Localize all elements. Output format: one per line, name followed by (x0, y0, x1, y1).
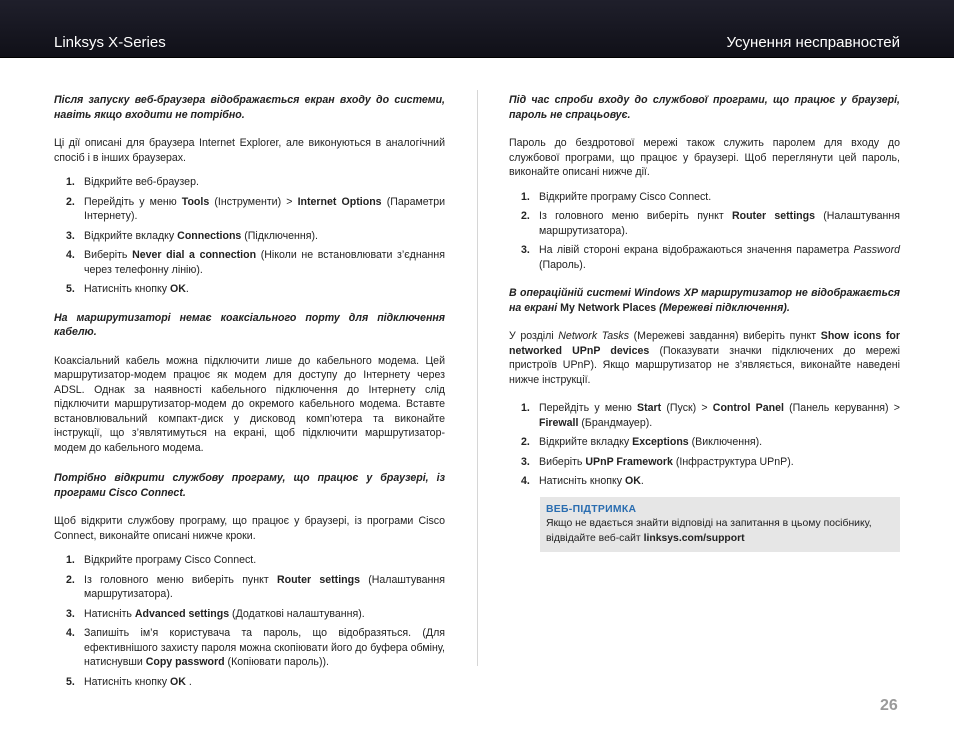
issue-heading-login-screen: Після запуску веб-браузера відображається екран входу до системи, навіть якщо входити не потрібно. (54, 94, 445, 121)
list-item: 3. На лівій стороні екрана відображаються значення параметра Password (Пароль). (521, 244, 900, 271)
list-item: 4. Виберіть Never dial a connection (Ніколи не встановлювати з’єднання через телефонну лінію). (66, 249, 445, 276)
steps-list (509, 190, 900, 273)
list-item: 3. Відкрийте вкладку Connections (Підключення). (66, 229, 318, 242)
issue-heading-coax-port: На маршрутизаторі немає коаксіального порту для підключення кабелю. (54, 311, 445, 338)
page-header (0, 0, 954, 58)
column-divider (477, 90, 478, 666)
paragraph: Пароль до бездротової мережі також служить паролем для входу до службової програми, що працює у браузері. Щоб переглянути цей пароль, виконайте описані нижче дії. (509, 137, 900, 178)
list-item: 5. Натисніть кнопку OK . (66, 675, 192, 688)
support-title: ВЕБ-ПІДТРИМКА (546, 503, 637, 515)
list-item: 4. Запишіть ім’я користувача та пароль, що відобразяться. (Для ефективнішого захисту пароля можна скопіювати його до буфера обміну, натиснувши Copy password (Копіювати пароль)). (66, 627, 445, 668)
list-item: 1. Перейдіть у меню Start (Пуск) > Control Panel (Панель керування) > Firewall (Брандмауер). (521, 402, 900, 429)
list-item: 2. Із головного меню виберіть пункт Router settings (Налаштування маршрутизатора). (521, 210, 900, 237)
issue-heading-windows-xp: В операційній системі Windows XP маршрутизатор не відображається на екрані My Network Places (Мережеві підключення). (509, 287, 900, 314)
paragraph: Щоб відкрити службову програму, що працює у браузері, із програми Cisco Connect, виконайте описані нижче кроки. (54, 515, 445, 542)
right-column (509, 93, 900, 552)
list-item: 2. Відкрийте вкладку Exceptions (Виключення). (521, 436, 763, 448)
paragraph: Ці дії описані для браузера Internet Explorer, але виконуються в аналогічний спосіб і в інших браузерах. (54, 137, 445, 164)
list-item: 3. Виберіть UPnP Framework (Інфраструктура UPnP). (521, 455, 794, 468)
support-text: Якщо не вдається знайти відповіді на запитання в цьому посібнику, відвідайте веб-сайт linksys.com/support (546, 518, 872, 544)
list-item: 4. Натисніть кнопку OK. (521, 475, 644, 487)
section-title: Усунення несправностей (726, 34, 900, 51)
list-item: 1. Відкрийте веб-браузер. (66, 176, 199, 188)
list-item: 1. Відкрийте програму Cisco Connect. (66, 554, 257, 566)
list-item: 2. Із головного меню виберіть пункт Router settings (Налаштування маршрутизатора). (66, 573, 445, 600)
web-support-box (540, 497, 900, 553)
list-item: 3. Натисніть Advanced settings (Додаткові налаштування). (66, 607, 365, 620)
issue-heading-open-utility: Потрібно відкрити службову програму, що працює у браузері, із програми Cisco Connect. (54, 472, 445, 499)
product-title: Linksys X-Series (54, 34, 166, 51)
steps-list (54, 175, 445, 297)
steps-list (54, 553, 445, 689)
list-item: 5. Натисніть кнопку OK. (66, 283, 189, 295)
page-number: 26 (880, 697, 898, 714)
list-item: 2. Перейдіть у меню Tools (Інструменти) > Internet Options (Параметри Інтернету). (66, 195, 446, 222)
paragraph: У розділі Network Tasks (Мережеві завдання) виберіть пункт Show icons for networked UPnP devices (Показувати значки підключених до мережі пристроїв UPnP). Якщо маршрутизатор не з’являється, виконайте наведені нижче інструкції. (509, 330, 900, 386)
paragraph: Коаксіальний кабель можна підключити лише до кабельного модема. Цей маршрутизатор-модем працює як модем для доступу до Інтернету через ADSL. Однак за наявності кабельного підключення до Інтернету слід підключити маршрутизатор-модем до окремого кабельного модема. Вставте встановлювальний компакт-диск у дисковод комп’ютера та виконайте інструкції, що з’являтимуться на екрані, щоб підключити маршрутизатор-модем до кабельного модема. (54, 354, 445, 454)
list-item: 1. Відкрийте програму Cisco Connect. (521, 190, 712, 203)
support-link[interactable]: linksys.com/support (643, 532, 745, 544)
steps-list (509, 401, 900, 489)
issue-heading-password: Під час спроби входу до службової програми, що працює у браузері, пароль не спрацьовує. (509, 94, 900, 121)
left-column (54, 93, 445, 703)
